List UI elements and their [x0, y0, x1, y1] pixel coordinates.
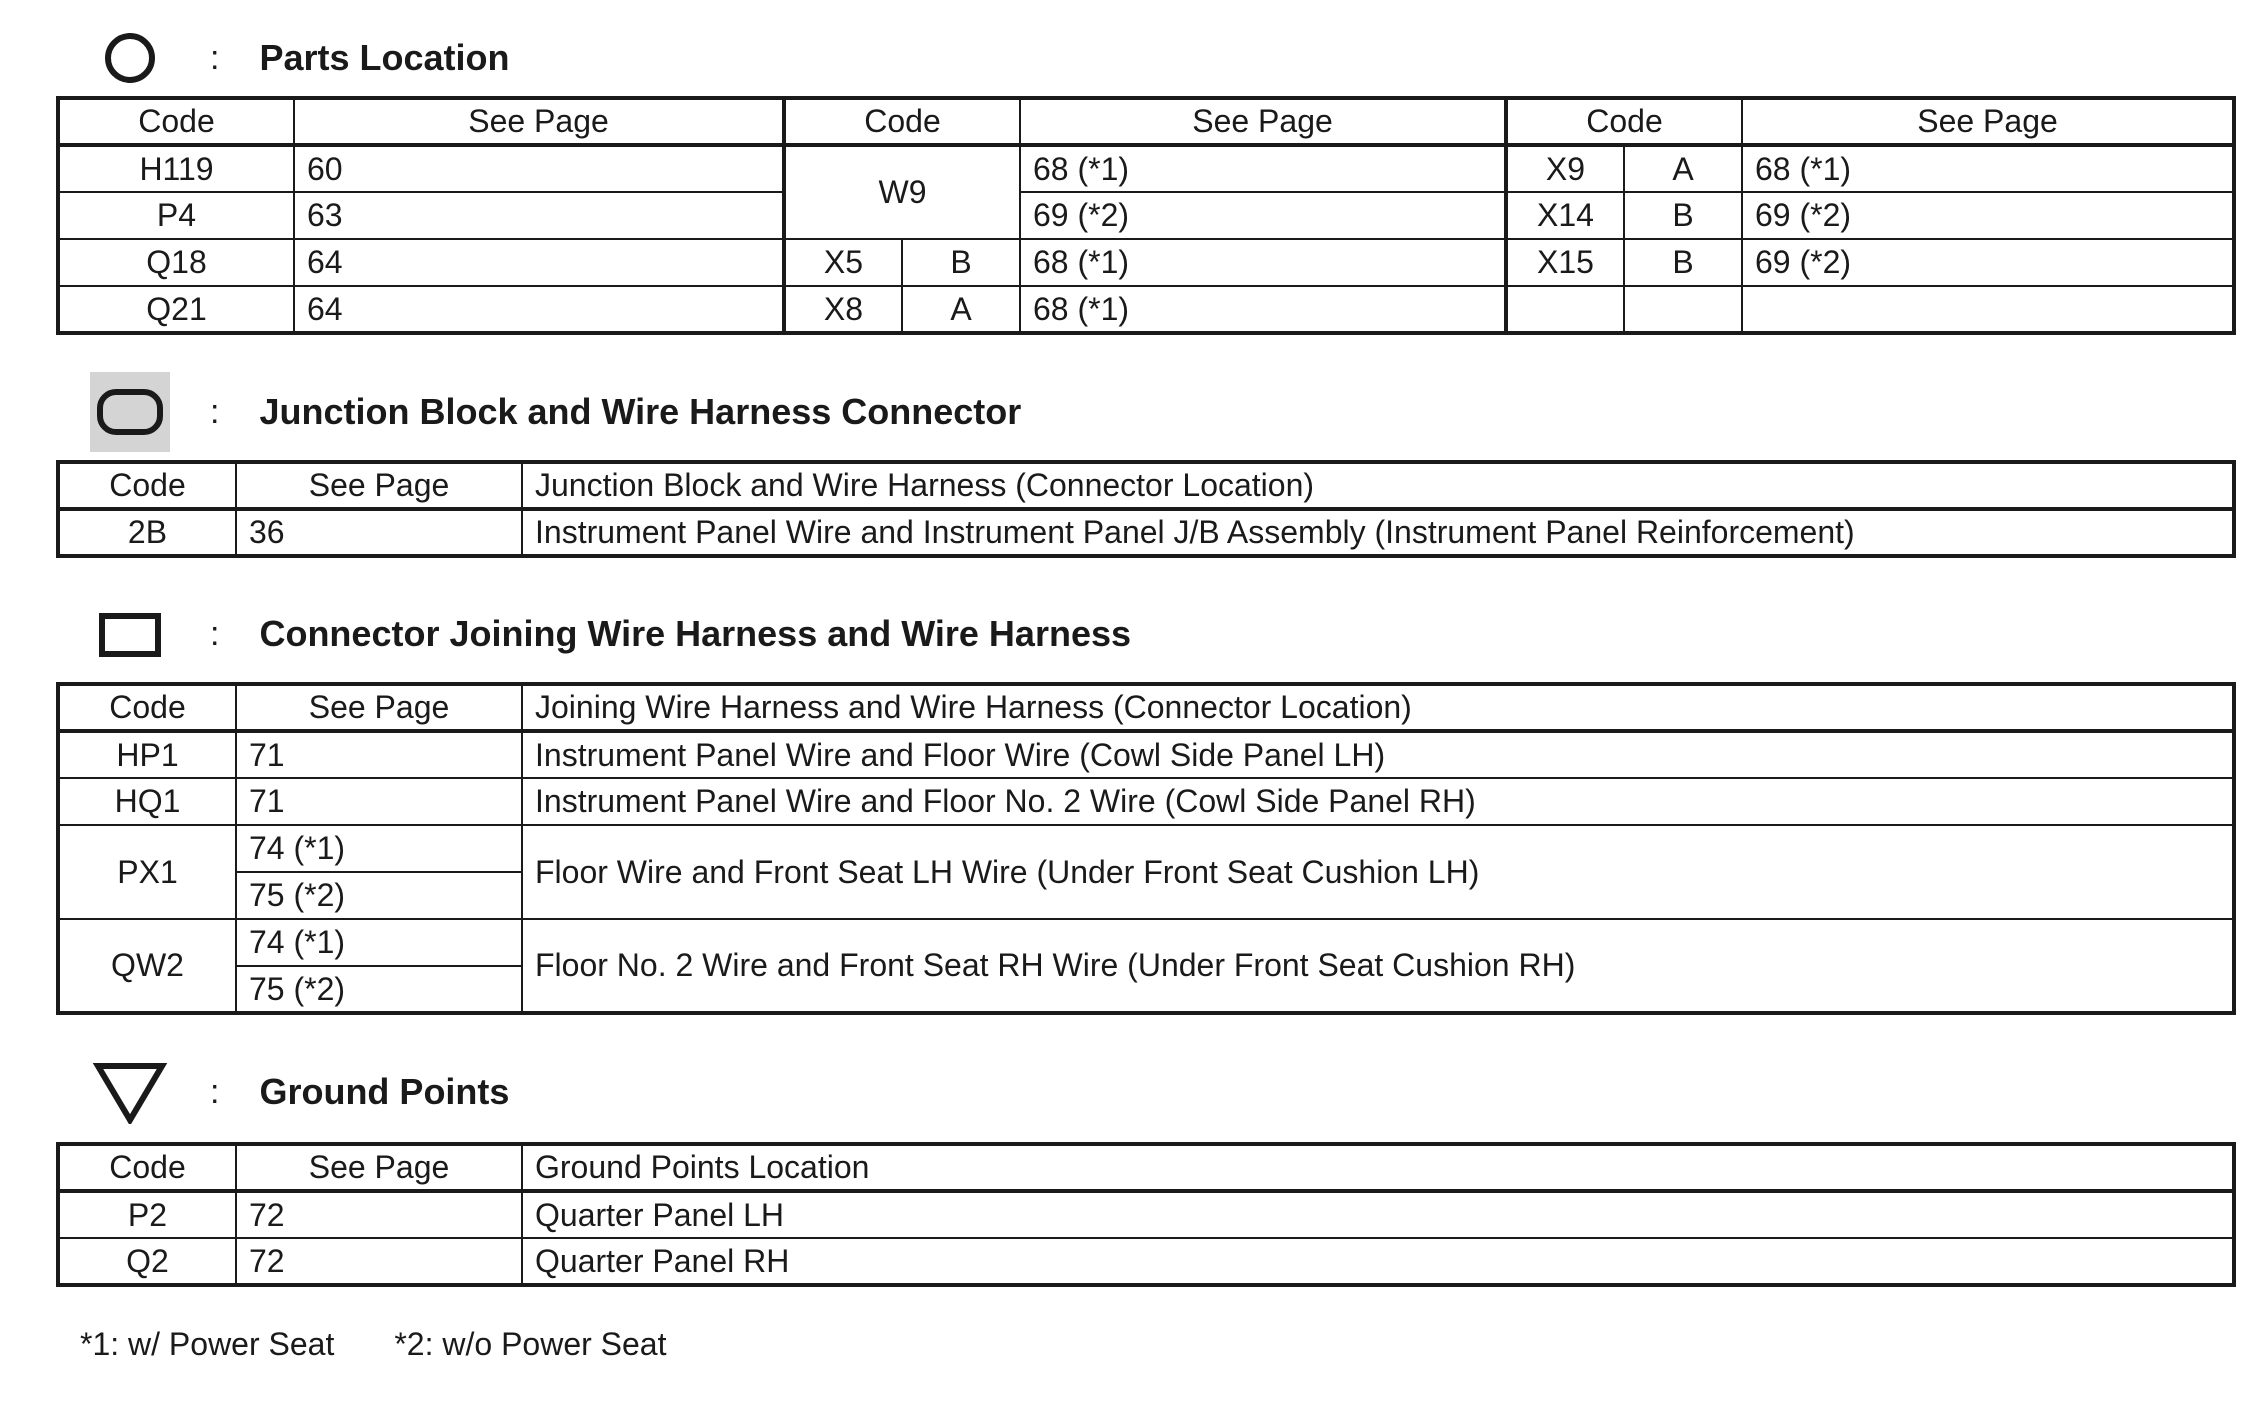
part-page: 68 (*1): [1742, 145, 2234, 192]
table-header-row: [58, 98, 2234, 145]
colon: :: [210, 614, 220, 653]
header-code: Code: [58, 1144, 236, 1191]
part-sub: B: [902, 239, 1020, 286]
table-row: [58, 509, 2234, 556]
row-description: Instrument Panel Wire and Floor No. 2 Wire (Cowl Side Panel RH): [522, 778, 2234, 825]
part-page: 69 (*2): [1020, 192, 1506, 239]
junction-block-table: [56, 460, 2236, 558]
row-code: P2: [58, 1191, 236, 1238]
part-sub: A: [1624, 145, 1742, 192]
part-code: X9: [1506, 145, 1624, 192]
connector-joining-table: [56, 682, 2236, 1015]
table-header-row: [58, 1144, 2234, 1191]
part-sub: A: [902, 286, 1020, 333]
row-page: 71: [236, 778, 522, 825]
part-page: 69 (*2): [1742, 192, 2234, 239]
table-row: [58, 286, 2234, 333]
table-row: [58, 731, 2234, 778]
empty-cell: [1742, 286, 2234, 333]
table-header-row: [58, 684, 2234, 731]
section-title: Junction Block and Wire Harness Connector: [259, 391, 1022, 432]
footnote-1: *1: w/ Power Seat: [80, 1326, 335, 1362]
part-code: Q18: [58, 239, 294, 286]
header-see-page: See Page: [236, 1144, 522, 1191]
rectangle-icon: [90, 594, 170, 674]
row-page: 75 (*2): [236, 966, 522, 1013]
table-row: [58, 919, 2234, 966]
parts-location-table: [56, 96, 2236, 335]
row-description: Quarter Panel RH: [522, 1238, 2234, 1285]
section-title: Parts Location: [259, 37, 510, 78]
part-page: 68 (*1): [1020, 239, 1506, 286]
part-page: 64: [294, 286, 784, 333]
rounded-rectangle-icon: [90, 372, 170, 452]
triangle-down-icon: [90, 1052, 170, 1132]
table-row: [58, 145, 2234, 192]
part-code: X14: [1506, 192, 1624, 239]
part-sub: B: [1624, 239, 1742, 286]
part-code: X8: [784, 286, 902, 333]
table-row: [58, 1191, 2234, 1238]
row-code: 2B: [58, 509, 236, 556]
header-location: Ground Points Location: [522, 1144, 2234, 1191]
header-code: Code: [58, 462, 236, 509]
row-page: 72: [236, 1191, 522, 1238]
empty-cell: [1506, 286, 1624, 333]
colon: :: [210, 392, 220, 431]
part-code: P4: [58, 192, 294, 239]
row-code: PX1: [58, 825, 236, 919]
section-title: Connector Joining Wire Harness and Wire Harness: [259, 613, 1132, 654]
row-description: Quarter Panel LH: [522, 1191, 2234, 1238]
part-page: 63: [294, 192, 784, 239]
part-page: 68 (*1): [1020, 145, 1506, 192]
empty-cell: [1624, 286, 1742, 333]
row-description: Instrument Panel Wire and Instrument Panel J/B Assembly (Instrument Panel Reinforcement): [522, 509, 2234, 556]
row-page: 74 (*1): [236, 919, 522, 966]
part-sub: B: [1624, 192, 1742, 239]
row-page: 74 (*1): [236, 825, 522, 872]
connector-joining-heading: [90, 594, 1131, 674]
header-code: Code: [784, 98, 1020, 145]
row-description: Floor Wire and Front Seat LH Wire (Under Front Seat Cushion LH): [522, 825, 2234, 919]
row-page: 71: [236, 731, 522, 778]
header-see-page: See Page: [236, 684, 522, 731]
circle-icon: [90, 18, 170, 98]
header-code: Code: [58, 684, 236, 731]
header-see-page: See Page: [236, 462, 522, 509]
header-location: Joining Wire Harness and Wire Harness (Connector Location): [522, 684, 2234, 731]
ground-points-table: [56, 1142, 2236, 1287]
header-see-page: See Page: [294, 98, 784, 145]
part-page: 68 (*1): [1020, 286, 1506, 333]
table-row: [58, 825, 2234, 872]
row-code: HQ1: [58, 778, 236, 825]
part-page: 69 (*2): [1742, 239, 2234, 286]
part-code-w9: W9: [784, 145, 1020, 239]
table-row: [58, 192, 2234, 239]
ground-points-heading: [90, 1052, 509, 1132]
part-page: 64: [294, 239, 784, 286]
header-code: Code: [58, 98, 294, 145]
header-location: Junction Block and Wire Harness (Connector Location): [522, 462, 2234, 509]
table-row: [58, 778, 2234, 825]
junction-block-heading: [90, 372, 1021, 452]
header-see-page: See Page: [1020, 98, 1506, 145]
header-see-page: See Page: [1742, 98, 2234, 145]
row-description: Instrument Panel Wire and Floor Wire (Cowl Side Panel LH): [522, 731, 2234, 778]
colon: :: [210, 1072, 220, 1111]
row-page: 75 (*2): [236, 872, 522, 919]
row-page: 36: [236, 509, 522, 556]
table-row: [58, 1238, 2234, 1285]
parts-location-heading: [90, 18, 510, 98]
colon: :: [210, 38, 220, 77]
row-code: HP1: [58, 731, 236, 778]
row-code: QW2: [58, 919, 236, 1013]
footnotes: [80, 1326, 666, 1363]
part-code: X5: [784, 239, 902, 286]
table-header-row: [58, 462, 2234, 509]
footnote-2: *2: w/o Power Seat: [394, 1326, 667, 1362]
row-page: 72: [236, 1238, 522, 1285]
part-code: H119: [58, 145, 294, 192]
section-title: Ground Points: [259, 1071, 510, 1112]
part-code: X15: [1506, 239, 1624, 286]
table-row: [58, 239, 2234, 286]
row-description: Floor No. 2 Wire and Front Seat RH Wire (Under Front Seat Cushion RH): [522, 919, 2234, 1013]
row-code: Q2: [58, 1238, 236, 1285]
part-page: 60: [294, 145, 784, 192]
part-code: Q21: [58, 286, 294, 333]
header-code: Code: [1506, 98, 1742, 145]
